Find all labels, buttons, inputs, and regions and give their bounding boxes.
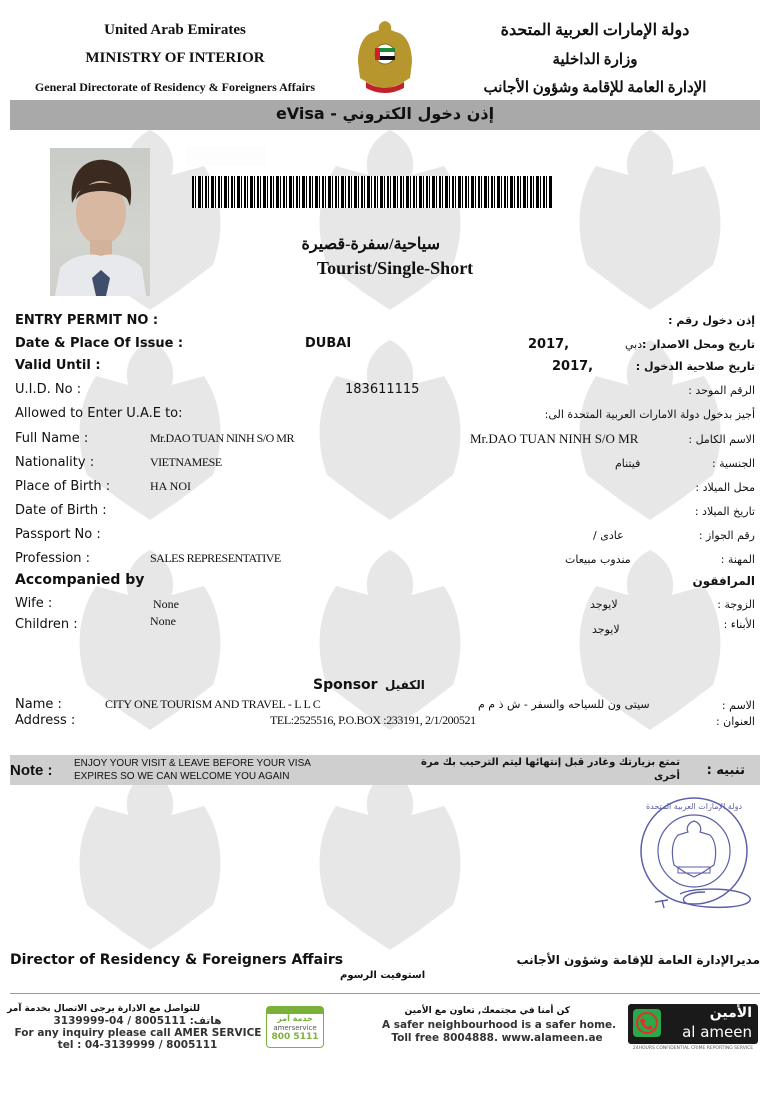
nationality-value: VIETNAMESE [150,455,222,469]
place-of-birth-label-ar: محل الميلاد : [695,481,755,494]
uae-eagle-emblem-icon [352,18,418,96]
passport-no-label: Passport No : [15,527,101,542]
header-directorate-ar: الإدارة العامة للإقامة وشؤون الأجانب [483,80,707,96]
accompanied-heading: Accompanied by [15,572,145,588]
entry-permit-label-ar: إذن دخول رقم : [668,314,755,327]
date-issue-year: 2017, [528,337,570,352]
children-label-ar: الأبناء : [723,618,755,631]
note-ar-line2: أخرى [653,771,680,782]
amer-inquiry-en: For any inquiry please call AMER SERVICE [14,1027,262,1039]
profession-value-ar: مندوب مبيعات [565,553,631,566]
amer-tel-en: tel : 04-3139999 / 8005111 [57,1039,218,1051]
redacted-area [186,146,266,166]
valid-until-year: 2017, [552,359,594,374]
allowed-label: Allowed to Enter U.A.E to: [15,406,183,421]
note-line1: ENJOY YOUR VISIT & LEAVE BEFORE YOUR VISA [74,758,311,769]
entry-permit-label: ENTRY PERMIT NO : [15,313,159,328]
wife-value-ar: لايوجد [590,598,618,611]
allowed-label-ar: أجيز بدخول دولة الامارات العربية المتحدة الى: [544,408,755,421]
sponsor-address-label-ar: العنوان : [715,715,755,728]
place-of-birth-value: HA NOI [150,479,191,493]
amer-contact-ar: للتواصل مع الادارة يرجى الاتصال بخدمة آمر [7,1004,200,1014]
profession-label-ar: المهنة : [720,553,755,566]
full-name-label-ar: الاسم الكامل : [688,433,755,446]
footer-divider [10,993,760,994]
uid-label: U.I.D. No : [15,382,82,397]
note-ar-line1: تمتع بزيارتك وغادر قبل إنتهائها ليتم الترحيب بك مرة [420,757,680,768]
note-line2: EXPIRES SO WE CAN WELCOME YOU AGAIN [74,771,290,782]
profession-label: Profession : [15,551,91,566]
fees-paid-ar: استوفيت الرسوم [340,970,426,981]
valid-until-label: Valid Until : [15,358,101,373]
header-directorate-en: General Directorate of Residency & Foreigners Affairs [34,80,316,94]
applicant-photo [50,148,150,296]
watermark-eagle-icon [560,120,740,320]
full-name-value-ar-side: Mr.DAO TUAN NINH S/O MR [470,431,639,446]
accompanied-heading-ar: المرافقون [692,574,755,588]
children-value-ar: لايوجد [592,623,620,636]
date-of-birth-label-ar: تاريخ الميلاد : [694,505,755,518]
amer-service-logo [266,1006,324,1048]
wife-value: None [153,597,179,611]
sponsor-name-value-ar: سيتى ون للسياحه والسفر - ش ذ م م [478,698,650,711]
visa-type-en: Tourist/Single-Short [316,258,474,278]
children-value: None [150,614,176,628]
date-issue-label-ar: تاريخ ومحل الاصدار : [642,338,755,351]
alameen-slogan-ar: كن أمنا في مجتمعك, تعاون مع الأمين [404,1006,570,1016]
svg-text:دولة الإمارات العربية المتحدة: دولة الإمارات العربية المتحدة [645,802,743,811]
sponsor-name-label: Name : [15,697,62,712]
header-ministry-en: MINISTRY OF INTERIOR [85,50,265,66]
visa-type-ar: سياحية/سفرة-قصيرة [301,236,440,253]
place-of-birth-label: Place of Birth : [15,479,111,494]
evisa-title: eVisa - إذن دخول الكتروني [275,104,495,123]
note-label: Note : [10,762,53,779]
alameen-tagline: 24HOURS CONFIDENTIAL CRIME REPORTING SERVICE [632,1046,754,1051]
sponsor-heading-ar: الكفيل [385,678,425,692]
header-country-en: United Arab Emirates [104,22,246,38]
uid-label-ar: الرقم الموحد : [688,384,755,397]
director-title-en: Director of Residency & Foreigners Affairs [10,952,344,968]
nationality-value-ar: فيتنام [615,457,641,470]
sponsor-name-label-ar: الاسم : [721,699,755,712]
date-of-birth-label: Date of Birth : [15,503,107,518]
watermark-eagle-icon [300,330,480,530]
header-country-ar: دولة الإمارات العربية المتحدة [500,22,690,39]
profession-value: SALES REPRESENTATIVE [150,551,281,565]
signature-icon [650,880,760,915]
full-name-label: Full Name : [15,431,89,446]
header-ministry-ar: وزارة الداخلية [552,52,638,68]
nationality-label-ar: الجنسية : [711,457,755,470]
watermark-eagle-icon [300,760,480,960]
amer-logo-en: amerservice [273,1024,317,1032]
nationality-label: Nationality : [15,455,95,470]
amer-logo-ar: خدمة آمر [277,1014,313,1023]
amer-phone-ar: هاتف: 8005111 / 04-3139999 [53,1015,222,1027]
place-of-issue-ar: دبي [625,338,643,351]
uid-value: 183611115 [345,382,420,397]
watermark-eagle-icon [300,120,480,320]
watermark-eagle-icon [300,540,480,740]
place-of-issue-value: DUBAI [305,336,352,351]
alameen-logo [628,1004,758,1044]
passport-type-ar: عادى / [593,529,624,542]
sponsor-heading: Sponsor [313,677,378,693]
person-photo-icon [50,148,150,296]
sponsor-name-value: CITY ONE TOURISM AND TRAVEL - L L C [105,697,321,711]
watermark-eagle-icon [60,760,240,960]
amer-logo-number: 800 5111 [271,1032,319,1042]
alameen-logo-en: al ameen [682,1023,752,1041]
note-bar [10,755,760,785]
sponsor-address-value: TEL:2525516, P.O.BOX :233191, 2/1/200521 [270,713,476,727]
full-name-value: Mr.DAO TUAN NINH S/O MR [150,431,294,445]
children-label: Children : [15,617,78,632]
alameen-slogan-en: A safer neighbourhood is a safer home. [382,1019,617,1031]
note-label-ar: تنبيه : [706,763,745,778]
phone-icon [633,1009,661,1037]
alameen-tollfree: Toll free 8004888. www.alameen.ae [391,1032,603,1044]
barcode [192,176,552,208]
date-issue-label: Date & Place Of Issue : [15,336,184,351]
wife-label: Wife : [15,596,53,611]
director-title-ar: مديرالإدارة العامة للإقامة وشؤون الأجانب [516,953,760,967]
wife-label-ar: الزوجة : [717,598,755,611]
alameen-logo-ar: الأمين [709,1005,752,1021]
valid-until-label-ar: تاريخ صلاحية الدخول : [635,360,755,373]
sponsor-address-label: Address : [15,713,76,728]
evisa-title-bar [10,100,760,130]
passport-no-label-ar: رقم الجواز : [698,529,755,542]
amer-logo-band [267,1007,323,1014]
